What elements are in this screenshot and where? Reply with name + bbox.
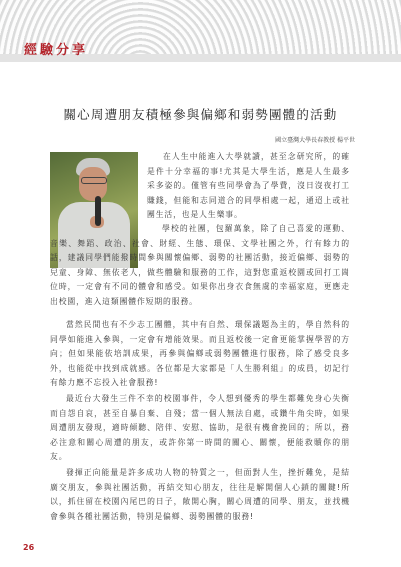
paragraph-1: 在人生中能進入大學就讀，甚至念研究所，的確是件十分幸福的事!尤其是大學生活，應是人生最多采多姿的。僅管有些同學會為了學費，沒日沒夜打工賺錢，但能和志同道合的同學相處一起，通迢上或社團生活，也是人生樂事。 — [147, 152, 350, 219]
photo-face — [79, 167, 107, 201]
paragraph-2: 學校的社團，包羅萬象，除了自己喜愛的運動、音樂、舞蹈、政治、社會、財經、生態、環保、文學社團之外，行有餘力的話，建議同學們能撥時間參與關懷偏鄉、弱勢的社團活動，接近偏鄉、弱勢的兒童、身障、無依老人，做些體驗和服務的工作，這對您重返校園或回打工崗位時，一定會有不同的體會和感受。如果你出身衣食無虞的幸福家庭，更應走出校園，進入這類團體作短期的服務。 — [50, 224, 350, 306]
author-byline: 國立臺灣大學長春教授 楊平世 — [275, 137, 355, 144]
photo-glasses — [81, 177, 107, 184]
paragraph-5: 發揮正向能量是許多成功人物的特質之一，但面對人生，挫折難免，是結廣交朋友，參與社團活動，再結交知心朋友，往往是解開個人心鎖的關鍵!所以，抓住留在校園內尾巴的日子，敞開心胸，關心周遭的同學、朋友，並找機會參與各種社團活動，特別是偏鄉、弱勢團體的服務! — [50, 468, 350, 521]
paragraph-4: 最近台大發生三件不幸的校園事件，令人想到優秀的學生都難免身心失衡而自怨自哀，甚至自暴自棄、自殘；當一個人無法自處，或鑽牛角尖時，如果周遭朋友發現，適時傾聽、陪伴、安慰、協助，是很有機會挽回的；所以，務必注意和關心周遭的朋友，或許你第一時間的關心、關懷，便能救贖你的朋友。 — [50, 394, 350, 461]
paragraph-3: 當然民間也有不少志工團體，其中有自然、環保議題為主的，學自然科的同學如能進入參與，一定會有增能效果。而且返校後一定會更能掌握學習的方向；但如果能依培訓成果，再參與偏鄉或弱勢團體進行服務，除了感受良多外，也能從中找到成就感。各位都是大家都是「人生勝利組」的成員，切記行有餘力應不忘投入社會服務! — [50, 320, 350, 387]
page-number: 26 — [23, 543, 35, 552]
article-title: 關心周遭朋友積極參與偏鄉和弱勢團體的活動 — [63, 107, 338, 122]
section-label: 經驗分享 — [24, 43, 89, 58]
